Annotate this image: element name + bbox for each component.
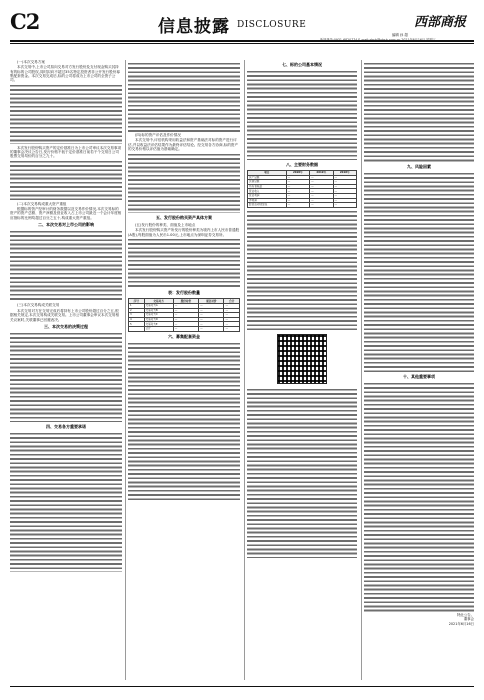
table-cell: — (224, 327, 240, 332)
table-cell: — (173, 322, 198, 327)
text-block (10, 432, 122, 572)
text-block (10, 84, 122, 144)
table-cell: — (310, 203, 333, 208)
column-divider (244, 60, 245, 680)
section-heading: 六、募集配套资金 (168, 333, 200, 339)
text-block (128, 62, 240, 132)
text-block (364, 62, 474, 162)
share-issuance-table (128, 298, 240, 331)
table-cell: — (173, 317, 198, 322)
table-cell: 1 (129, 304, 145, 309)
section-heading: 五、发行股份购买资产具体方案 (156, 214, 212, 220)
table-cell: — (310, 193, 333, 198)
table-cell: — (286, 203, 309, 208)
text-block (247, 210, 357, 330)
paragraph: (二)本次交易构成重大资产重组 (17, 201, 67, 206)
section-heading: 八、主要财务数据 (286, 162, 318, 167)
text-block (364, 172, 474, 372)
table-cell: — (333, 198, 356, 203)
paragraph: (一)本次交易方案 (17, 60, 45, 64)
editor-credit: 编辑 孙 超 (392, 33, 408, 37)
table-cell: — (286, 175, 309, 180)
table-cell (129, 327, 145, 332)
table-cell: — (333, 193, 356, 198)
signature-date: 2021年6月16日 (448, 621, 474, 626)
table-cell: — (333, 184, 356, 189)
paragraph: 本次交易中,上市公司拟向交易对方发行股份及支付现金购买其持有的标的公司股权,同时拟向不超过35名特定投资者非公开发行股份募集配套资金。本次交易完成后,标的公司将成为上市公司的全资子公司。 (10, 65, 120, 83)
table-cell: — (173, 313, 198, 318)
table-cell: — (310, 184, 333, 189)
section-heading: 九、风险因素 (407, 163, 431, 169)
table-cell: 负债总额 (248, 180, 287, 185)
page-number: C2 (10, 9, 40, 34)
table-row (248, 203, 357, 208)
section-heading: 四、交易各方重要承诺 (46, 423, 86, 429)
text-block (128, 342, 240, 502)
column-4 (364, 60, 474, 680)
table-cell: 交易对方D (144, 317, 173, 322)
table-header-cell: 2018年 (333, 171, 356, 176)
table-cell: — (199, 317, 224, 322)
table-cell: — (224, 308, 240, 313)
section-heading: 三、本次交易的决策过程 (44, 323, 88, 329)
text-block (10, 230, 122, 302)
newspaper-logo: 西部商报 (413, 15, 466, 30)
text-block (247, 388, 357, 558)
table-cell: — (173, 308, 198, 313)
table-header-cell: 交易对方 (144, 299, 173, 304)
text-block (247, 70, 357, 160)
table-cell: — (310, 180, 333, 185)
section-heading: 七、标的公司基本情况 (282, 62, 322, 67)
table-cell: — (333, 180, 356, 185)
table-cell: 交易对方B (144, 308, 173, 313)
paragraph: 本次交易中,评估机构采用收益法和资产基础法对标的资产进行评估,并以收益法评估结果作为最终评估结论。经交易各方协商,标的资产的交易价格以评估值为基础确定。 (128, 138, 239, 152)
table-cell: — (199, 313, 224, 318)
table-cell: — (224, 322, 240, 327)
table-cell: — (199, 304, 224, 309)
column-3 (247, 60, 357, 680)
paragraph: (五)发行股份的种类、面值及上市地点 (135, 222, 196, 227)
text-block (10, 160, 122, 200)
table-cell: — (286, 180, 309, 185)
table-cell: — (224, 313, 240, 318)
footer-rule (10, 686, 474, 687)
paragraph: 本次交易对方在交易完成后将持有上市公司股份超过百分之五,根据相关规定,本次交易构成关联交易。上市公司董事会审议本次交易相关议案时,关联董事已回避表决。 (10, 308, 119, 322)
table-cell: 2 (129, 308, 145, 313)
section-title-english: DISCLOSURE (237, 20, 307, 30)
table-cell: — (310, 189, 333, 194)
table-cell: — (333, 175, 356, 180)
table-cell: 交易对方A (144, 304, 173, 309)
table-cell: — (199, 322, 224, 327)
table-title: 表：发行股份数量 (168, 290, 200, 296)
qr-code-icon (277, 334, 327, 384)
table-header-cell: 序号 (129, 299, 145, 304)
table-cell: 营业利润 (248, 193, 287, 198)
paragraph: 本次发行股份购买资产所发行的股份种类为境内上市人民币普通股(A股),每股面值为人民币1.00元,上市地点为深圳证券交易所。 (128, 228, 240, 237)
table-cell: 合计 (144, 327, 173, 332)
paragraph: 本次发行股份购买资产的定价基准日为上市公司审议本次交易事项的董事会决议公告日,发行价格不低于定价基准日前若干个交易日公司股票交易均价的百分之九十。 (10, 145, 122, 159)
table-cell: 4 (129, 317, 145, 322)
table-header-cell: 股份对价 (173, 299, 198, 304)
paragraph: (四)标的资产评估及作价情况 (135, 133, 181, 137)
section-title: 信息披露 (158, 17, 230, 37)
paragraph: (三)本次交易构成关联交易 (17, 303, 60, 308)
table-cell: — (310, 198, 333, 203)
table-header-cell: 2020年 (286, 171, 309, 176)
text-block (128, 238, 240, 288)
text-block (128, 153, 240, 213)
table-header-cell: 项目 (248, 171, 287, 176)
section-heading: 十、其他重要事项 (403, 373, 435, 379)
table-cell: — (286, 184, 309, 189)
table-cell: — (224, 317, 240, 322)
table-cell: — (173, 327, 198, 332)
column-divider (125, 60, 126, 680)
column-1 (10, 60, 122, 680)
table-cell: 5 (129, 322, 145, 327)
table-header-cell: 现金对价 (199, 299, 224, 304)
masthead-rule (10, 40, 474, 42)
table-cell: — (286, 189, 309, 194)
text-block (364, 382, 474, 612)
table-cell: 资产总额 (248, 175, 287, 180)
table-cell: — (199, 308, 224, 313)
table-header-cell: 合计 (224, 299, 240, 304)
signature-board: 董事会 (463, 617, 474, 622)
table-cell: 交易对方C (144, 313, 173, 318)
column-2 (128, 60, 240, 680)
table-cell: — (333, 203, 356, 208)
table-cell: 3 (129, 313, 145, 318)
table-cell: — (286, 198, 309, 203)
financial-data-table (247, 170, 357, 208)
table-cell: 交易对方E (144, 322, 173, 327)
masthead (0, 0, 484, 40)
table-cell: 经营活动现金流 (248, 203, 287, 208)
table-cell: — (333, 189, 356, 194)
text-block (10, 332, 122, 422)
table-cell: 营业收入 (248, 189, 287, 194)
column-divider (361, 60, 362, 680)
table-cell: — (173, 304, 198, 309)
table-header-cell: 2019年 (310, 171, 333, 176)
closing-remark: 特此公告。 (457, 613, 474, 617)
table-cell: — (286, 193, 309, 198)
masthead-rule-thin (10, 43, 474, 44)
table-cell: — (224, 304, 240, 309)
table-row (129, 327, 240, 332)
table-cell: — (310, 175, 333, 180)
table-cell: — (199, 327, 224, 332)
table-cell: 所有者权益 (248, 184, 287, 189)
table-cell: 净利润 (248, 198, 287, 203)
paragraph: 根据标的资产经审计的财务数据以及交易作价情况,本次交易标的资产的资产总额、资产净额及营业收入占上市公司最近一个会计年度相应指标的比例均超过百分之五十,构成重大资产重组。 (10, 207, 122, 220)
section-heading: 二、本次交易对上市公司的影响 (38, 221, 94, 227)
